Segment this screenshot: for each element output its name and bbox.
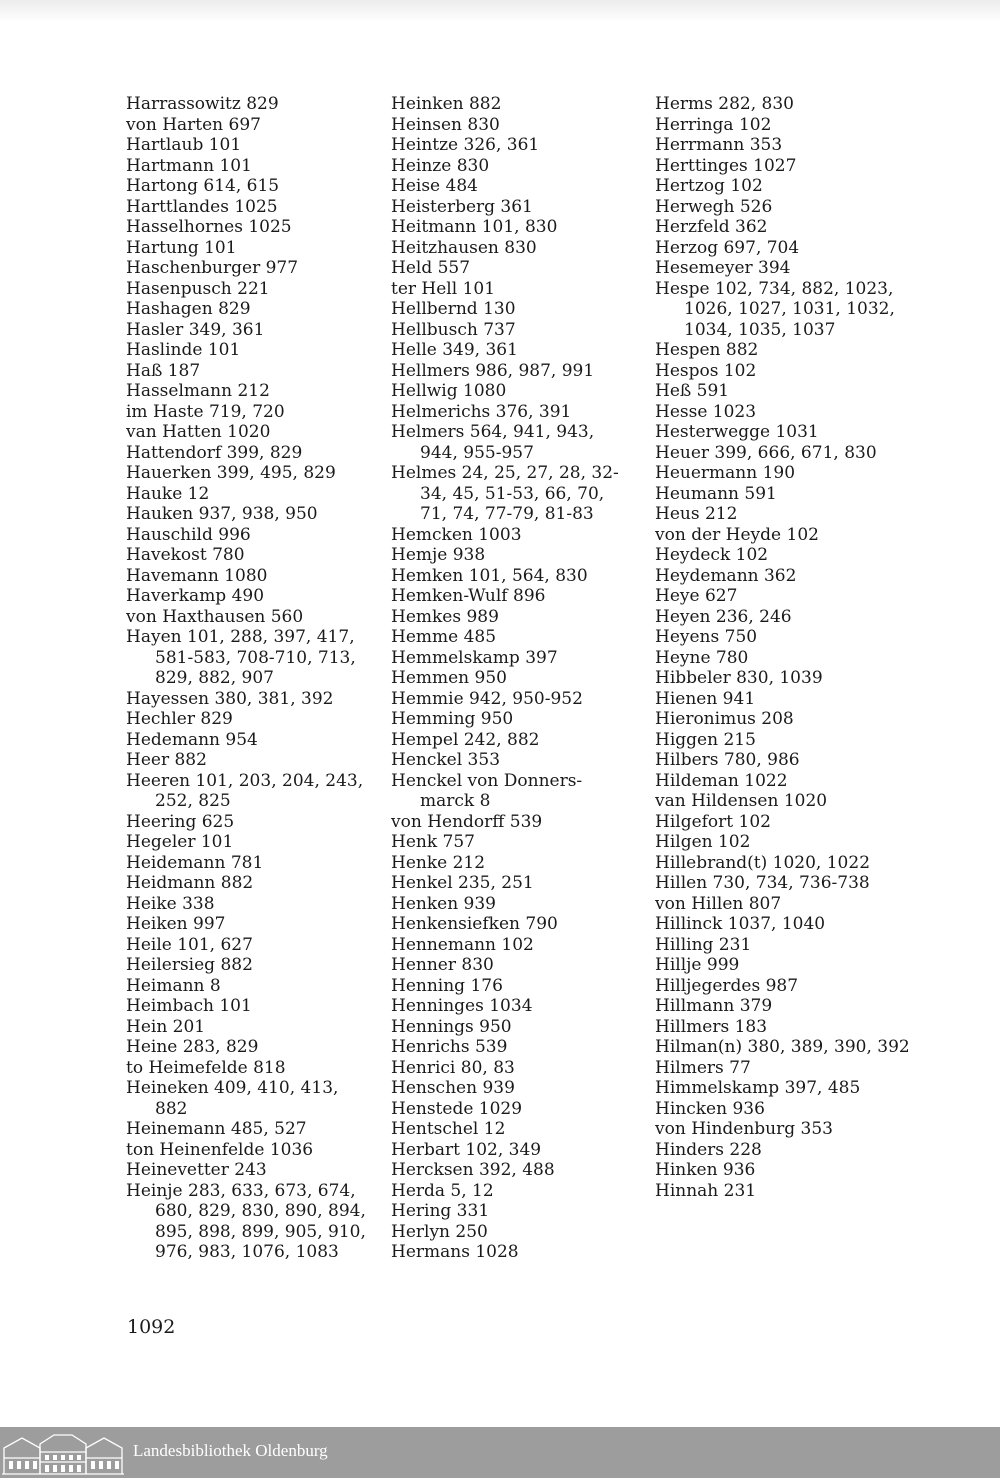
index-entry: Hauerken 399, 495, 829 [126, 463, 336, 483]
index-entry: Henckel 353 [391, 750, 501, 770]
index-entry: Henninges 1034 [391, 996, 533, 1016]
index-entry: Hemken 101, 564, 830 [391, 565, 588, 586]
index-entry: Hilman(n) 380, 389, 390, 392 [655, 1037, 910, 1057]
index-entry: Herringa 102 [655, 114, 772, 135]
index-entry: Hienen 941 [655, 688, 756, 709]
index-entry: Heeren 101, 203, 204, 243, 252, 825 [126, 770, 364, 811]
index-entry: Hempel 242, 882 [391, 729, 540, 750]
index-entry: Henkel 235, 251 [391, 873, 534, 893]
index-entry: Heiken 997 [126, 914, 226, 934]
index-entry: von Haxthausen 560 [126, 606, 304, 627]
index-entry: Herbart 102, 349 [391, 1139, 542, 1160]
index-entry: Heering 625 [126, 811, 235, 832]
index-entry: Heinken 882 [391, 94, 502, 114]
index-entry: Herda 5, 12 [391, 1180, 494, 1201]
index-entry: Heintze 326, 361 [391, 135, 540, 155]
index-entry: Heydeck 102 [655, 545, 769, 565]
index-entry: Havekost 780 [126, 545, 245, 565]
index-entry: Hermans 1028 [391, 1242, 519, 1262]
index-entry: Hellwig 1080 [391, 381, 507, 401]
index-entry: Heß 591 [655, 381, 730, 401]
index-entry: Herms 282, 830 [655, 94, 794, 114]
index-entry: von Harten 697 [126, 114, 261, 135]
index-entry: Hauken 937, 938, 950 [126, 504, 318, 524]
index-entry: Hartung 101 [126, 237, 237, 258]
index-entry: von Hillen 807 [655, 893, 782, 914]
index-entry: Hauschild 996 [126, 524, 251, 545]
index-entry: Herwegh 526 [655, 196, 773, 217]
index-entry: Heisterberg 361 [391, 196, 533, 217]
index-entry: Haß 187 [126, 360, 201, 381]
index-entry: Hercksen 392, 488 [391, 1160, 555, 1180]
index-entry: Hellbusch 737 [391, 319, 516, 340]
index-entry: Hennemann 102 [391, 934, 534, 955]
index-entry: Henschen 939 [391, 1078, 515, 1098]
index-entry: Hennings 950 [391, 1016, 512, 1037]
index-entry: Hespe 102, 734, 882, 1023, 1026, 1027, 1031, 1032, 1034, 1035, 1037 [655, 278, 895, 340]
index-entry: Higgen 215 [655, 729, 756, 750]
index-entry: Heinsen 830 [391, 114, 500, 135]
index-entry: Hasselmann 212 [126, 381, 270, 401]
index-entry: Hattendorf 399, 829 [126, 442, 303, 463]
index-entry: Hemmie 942, 950-952 [391, 688, 583, 709]
index-entry: Heyne 780 [655, 647, 749, 668]
index-entry: Hemken-Wulf 896 [391, 586, 546, 606]
index-entry: Hesterwegge 1031 [655, 422, 819, 442]
index-entry: Henken 939 [391, 893, 496, 914]
page-number: 1092 [127, 1316, 176, 1338]
index-entry: Hashagen 829 [126, 299, 251, 319]
index-entry: Hasselhornes 1025 [126, 217, 292, 237]
index-entry: Hilgen 102 [655, 832, 751, 852]
index-entry: Hesemeyer 394 [655, 258, 791, 278]
index-entry: Heinevetter 243 [126, 1160, 267, 1180]
index-entry: Haslinde 101 [126, 340, 241, 360]
index-entry: Hildeman 1022 [655, 770, 788, 791]
index-entry: Hilling 231 [655, 934, 752, 955]
index-entry: Hauke 12 [126, 483, 210, 504]
index-entry: Hinken 936 [655, 1160, 756, 1180]
index-entry: Heuermann 190 [655, 463, 796, 483]
index-entry: Held 557 [391, 258, 471, 278]
index-entry: Hechler 829 [126, 709, 233, 729]
index-entry: Henstede 1029 [391, 1098, 523, 1119]
index-column-2 [391, 94, 636, 1263]
index-entry: Heike 338 [126, 893, 215, 914]
index-entry: Herrmann 353 [655, 135, 783, 155]
index-entry: Helmerichs 376, 391 [391, 401, 572, 422]
index-entry: Hayessen 380, 381, 392 [126, 688, 334, 709]
index-entry: Heise 484 [391, 176, 478, 196]
index-entry: Hincken 936 [655, 1098, 765, 1119]
index-entry: Hertzog 102 [655, 176, 763, 196]
index-entry: Hespen 882 [655, 340, 759, 360]
index-entry: Hilbers 780, 986 [655, 750, 800, 770]
index-entry: Himmelskamp 397, 485 [655, 1078, 861, 1098]
index-entry: Henner 830 [391, 955, 494, 975]
index-entry: Heer 882 [126, 750, 207, 770]
index-entry: Hilmers 77 [655, 1057, 751, 1078]
index-entry: van Hatten 1020 [126, 422, 271, 442]
index-entry: Hering 331 [391, 1201, 490, 1221]
index-entry: im Haste 719, 720 [126, 401, 285, 422]
index-entry: Hartmann 101 [126, 155, 252, 176]
index-entry: Helle 349, 361 [391, 340, 518, 360]
index-entry: Henke 212 [391, 852, 486, 873]
index-entry: Hibbeler 830, 1039 [655, 668, 823, 688]
index-column-3 [655, 94, 915, 1201]
index-entry: Heus 212 [655, 504, 738, 524]
scan-edge-shadow [0, 0, 1000, 22]
index-entry: Heine 283, 829 [126, 1037, 259, 1057]
index-entry: Hilljegerdes 987 [655, 975, 799, 996]
index-entry: Haschenburger 977 [126, 258, 299, 278]
index-entry: Hartlaub 101 [126, 135, 242, 155]
index-entry: Henkensiefken 790 [391, 914, 558, 934]
index-entry: Herzfeld 362 [655, 217, 768, 237]
index-entry: Heilersieg 882 [126, 955, 253, 975]
index-entry: to Heimefelde 818 [126, 1057, 286, 1078]
index-entry: Hegeler 101 [126, 832, 234, 852]
index-entry: Henk 757 [391, 832, 475, 852]
index-entry: Heile 101, 627 [126, 934, 253, 955]
index-entry: Hemme 485 [391, 627, 497, 647]
index-entry: Heumann 591 [655, 483, 777, 504]
index-entry: Heidmann 882 [126, 873, 254, 893]
index-entry: Hinnah 231 [655, 1180, 757, 1201]
index-entry: Helmers 564, 941, 943, 944, 955-957 [391, 422, 595, 463]
index-entry: Hasenpusch 221 [126, 278, 270, 299]
index-entry: Harttlandes 1025 [126, 196, 278, 217]
index-entry: Heimbach 101 [126, 996, 252, 1016]
index-entry: Hillmers 183 [655, 1016, 768, 1037]
library-building-icon [2, 1430, 124, 1476]
index-entry: Hemmen 950 [391, 668, 507, 688]
index-entry: Herlyn 250 [391, 1221, 488, 1242]
index-entry: Havemann 1080 [126, 565, 268, 586]
index-entry: Heinje 283, 633, 673, 674, 680, 829, 830, 890, 894, 895, 898, 899, 905, 910, 976, 983, 1076, 1083 [126, 1180, 366, 1262]
index-entry: Heidemann 781 [126, 852, 264, 873]
index-entry: Heuer 399, 666, 671, 830 [655, 442, 877, 463]
index-entry: Henrici 80, 83 [391, 1057, 515, 1078]
index-entry: Hieronimus 208 [655, 709, 794, 729]
index-entry: Heitzhausen 830 [391, 237, 537, 258]
index-entry: Heye 627 [655, 586, 738, 606]
index-entry: Hillen 730, 734, 736-738 [655, 873, 870, 893]
index-entry: Heyens 750 [655, 627, 758, 647]
library-footer-bar [0, 1427, 1000, 1478]
index-entry: Hemje 938 [391, 545, 486, 565]
index-entry: Hellbernd 130 [391, 299, 516, 319]
index-entry: Hayen 101, 288, 397, 417, 581-583, 708-710, 713, 829, 882, 907 [126, 627, 356, 688]
index-column-1 [126, 94, 376, 1263]
index-entry: Henning 176 [391, 975, 503, 996]
index-entry: Hillebrand(t) 1020, 1022 [655, 852, 871, 873]
index-entry: Hein 201 [126, 1016, 206, 1037]
index-entry: Harrassowitz 829 [126, 94, 279, 114]
index-entry: Helmes 24, 25, 27, 28, 32-34, 45, 51-53, 66, 70, 71, 74, 77-79, 81-83 [391, 463, 619, 524]
index-entry: Hemmelskamp 397 [391, 647, 558, 668]
index-entry: ter Hell 101 [391, 278, 496, 299]
index-entry: von Hindenburg 353 [655, 1119, 833, 1139]
index-entry: von der Heyde 102 [655, 524, 819, 545]
index-entry: Hellmers 986, 987, 991 [391, 360, 595, 381]
index-entry: Hasler 349, 361 [126, 319, 265, 340]
index-entry: Hemkes 989 [391, 606, 499, 627]
index-entry: Hartong 614, 615 [126, 176, 280, 196]
index-entry: Heimann 8 [126, 975, 221, 996]
index-entry: Hentschel 12 [391, 1119, 506, 1139]
index-entry: Hedemann 954 [126, 729, 258, 750]
index-entry: Hilgefort 102 [655, 811, 771, 832]
index-entry: Hespos 102 [655, 360, 757, 381]
index-entry: Heydemann 362 [655, 565, 797, 586]
index-entry: Hillinck 1037, 1040 [655, 914, 826, 934]
index-entry: Hillje 999 [655, 955, 740, 975]
index-entry: Herttinges 1027 [655, 155, 797, 176]
index-entry: Hesse 1023 [655, 401, 757, 422]
index-entry: ton Heinenfelde 1036 [126, 1139, 314, 1160]
index-entry: Heinemann 485, 527 [126, 1119, 307, 1139]
index-entry: Heineken 409, 410, 413, 882 [126, 1078, 339, 1119]
index-entry: Heitmann 101, 830 [391, 217, 558, 237]
index-entry: Heyen 236, 246 [655, 606, 792, 627]
index-entry: von Hendorff 539 [391, 811, 543, 832]
index-entry: Henckel von Donners-marck 8 [391, 770, 583, 811]
index-entry: van Hildensen 1020 [655, 791, 828, 811]
index-entry: Herzog 697, 704 [655, 237, 800, 258]
index-entry: Haverkamp 490 [126, 586, 265, 606]
index-entry: Henrichs 539 [391, 1037, 508, 1057]
index-entry: Hillmann 379 [655, 996, 773, 1016]
index-entry: Hemming 950 [391, 709, 514, 729]
index-entry: Hinders 228 [655, 1139, 762, 1160]
index-entry: Heinze 830 [391, 155, 490, 176]
index-entry: Hemcken 1003 [391, 524, 522, 545]
library-name: Landesbibliothek Oldenburg [133, 1441, 328, 1460]
